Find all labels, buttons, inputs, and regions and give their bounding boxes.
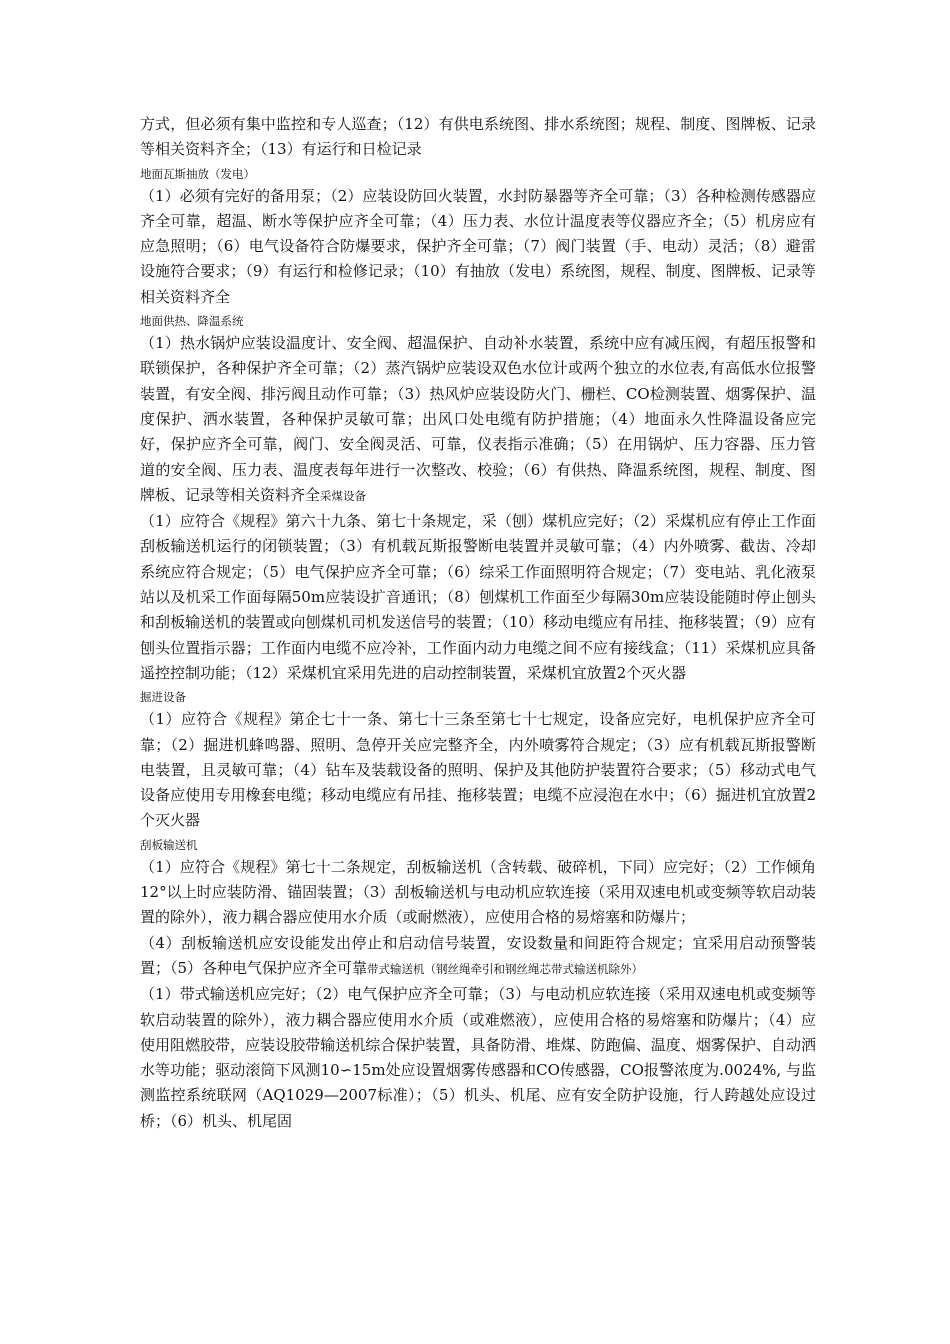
section-heading: 地面瓦斯抽放（发电） [140, 166, 255, 181]
paragraph-text: （4）刮板输送机应安设能发出停止和启动信号装置，安设数量和间距符合规定；宜采用启动预警装置；（5）各种电气保护应齐全可靠 [140, 933, 816, 977]
paragraph: （1）必须有完好的备用泵；（2）应装设防回火装置，水封防暴器等齐全可靠；（3）各种检测传感器应齐全可靠，超温、断水等保护应齐全可靠；（4）压力表、水位计温度表等仪器应齐全；（5）机房应有应急照明；（6）电气设备符合防爆要求，保护齐全可靠；（7）阀门装置（手、电动）灵活；（8）避雷设施符合要求；（9）有运行和检修记录；（10）有抽放（发电）系统图，规程、制度、图牌板、记录等相关资料齐全 [140, 186, 816, 306]
paragraph: （1）带式输送机应完好；（2）电气保护应齐全可靠；（3）与电动机应软连接（采用双速电机或变频等软启动装置的除外），液力耦合器应使用水介质（或难燃液），应使用合格的易熔塞和防爆片；（4）应使用阻燃胶带，应装设胶带输送机综合保护装置，具备防滑、堆煤、防跑偏、温度、烟雾保护、自动洒水等功能；驱动滚筒下风测10∽15m处应设置烟雾传感器和CO传感器，CO报警浓度为.0024%, 与监测监控系统联网（AQ1029—2007标准）；（5）机头、机尾、应有安全防护设施，行人跨越处应设过桥；（6）机头、机尾固 [140, 985, 816, 1130]
paragraph [140, 931, 816, 983]
section-heading: 刮板输送机 [140, 837, 198, 852]
section-heading-inline: 带式输送机（钢丝绳牵引和钢丝绳芯带式输送机除外） [367, 961, 644, 976]
paragraph: （1）应符合《规程》第六十九条、第七十条规定，采（刨）煤机应完好；（2）采煤机应有停止工作面刮板输送机运行的闭锁装置；（3）有机载瓦斯报警断电装置并灵敏可靠；（4）内外喷雾、截齿、冷却系统应符合规定；（5）电气保护应齐全可靠；（6）综采工作面照明符合规定；（7）变电站、乳化液泵站以及机采工作面每隔50m应装设扩音通讯；（8）刨煤机工作面至少每隔30m应装设能随时停止刨头和刮板输送机的装置或向刨煤机司机发送信号的装置；（10）移动电缆应有吊挂、拖移装置；（9）应有刨头位置指示器；工作面内电缆不应冷补，工作面内动力电缆之间不应有接线盒；（11）采煤机应具备遥控控制功能；（12）采煤机宜采用先进的启动控制装置，采煤机宜放置2个灭火器 [140, 512, 816, 682]
paragraph-text: （1）热水锅炉应装设温度计、安全阀、超温保护、自动补水装置，系统中应有减压阀，有超压报警和联锁保护，各种保护齐全可靠；（2）蒸汽锅炉应装设双色水位计或两个独立的水位表,有高低水位报警装置，有安全阀、排污阀且动作可靠；（3）热风炉应装设防火门、栅栏、CO检测装置、烟雾保护、温度保护、洒水装置，各种保护灵敏可靠；出风口处电缆有防护措施；（4）地面永久性降温设备应完好，保护应齐全可靠，阀门、安全阀灵活、可靠，仪表指示准确；（5）在用锅炉、压力容器、压力管道的安全阀、压力表、温度表每年进行一次整改、校验；（6）有供热、降温系统图，规程、制度、图牌板、记录等相关资料齐全 [140, 334, 816, 504]
paragraph [140, 331, 816, 509]
paragraph: 方式，但必须有集中监控和专人巡查；（12）有供电系统图、排水系统图；规程、制度、图牌板、记录等相关资料齐全；（13）有运行和日检记录 [140, 115, 816, 159]
paragraph: （1）应符合《规程》第企七十一条、第七十三条至第七十七规定，设备应完好，电机保护应齐全可靠；（2）掘进机蜂鸣器、照明、急停开关应完整齐全，内外喷雾符合规定；（3）应有机载瓦斯报警断电装置，且灵敏可靠；（4）钻车及装载设备的照明、保护及其他防护装置符合要求；（5）移动式电气设备应使用专用橡套电缆；移动电缆应有吊挂、拖移装置；电缆不应浸泡在水中；（6）掘进机宜放置2个灭火器 [140, 710, 816, 830]
document-page [140, 112, 816, 1134]
section-heading-inline: 采煤设备 [320, 488, 367, 503]
section-heading: 地面供热、降温系统 [140, 314, 244, 329]
section-heading: 掘进设备 [140, 690, 186, 705]
paragraph: （1）应符合《规程》第七十二条规定，刮板输送机（含转载、破碎机，下同）应完好；（2）工作倾角12°以上时应装防滑、锚固装置；（3）刮板输送机与电动机应软连接（采用双速电机或变频等软启动装置的除外），液力耦合器应使用水介质（或耐燃液），应使用合格的易熔塞和防爆片； [140, 857, 816, 927]
